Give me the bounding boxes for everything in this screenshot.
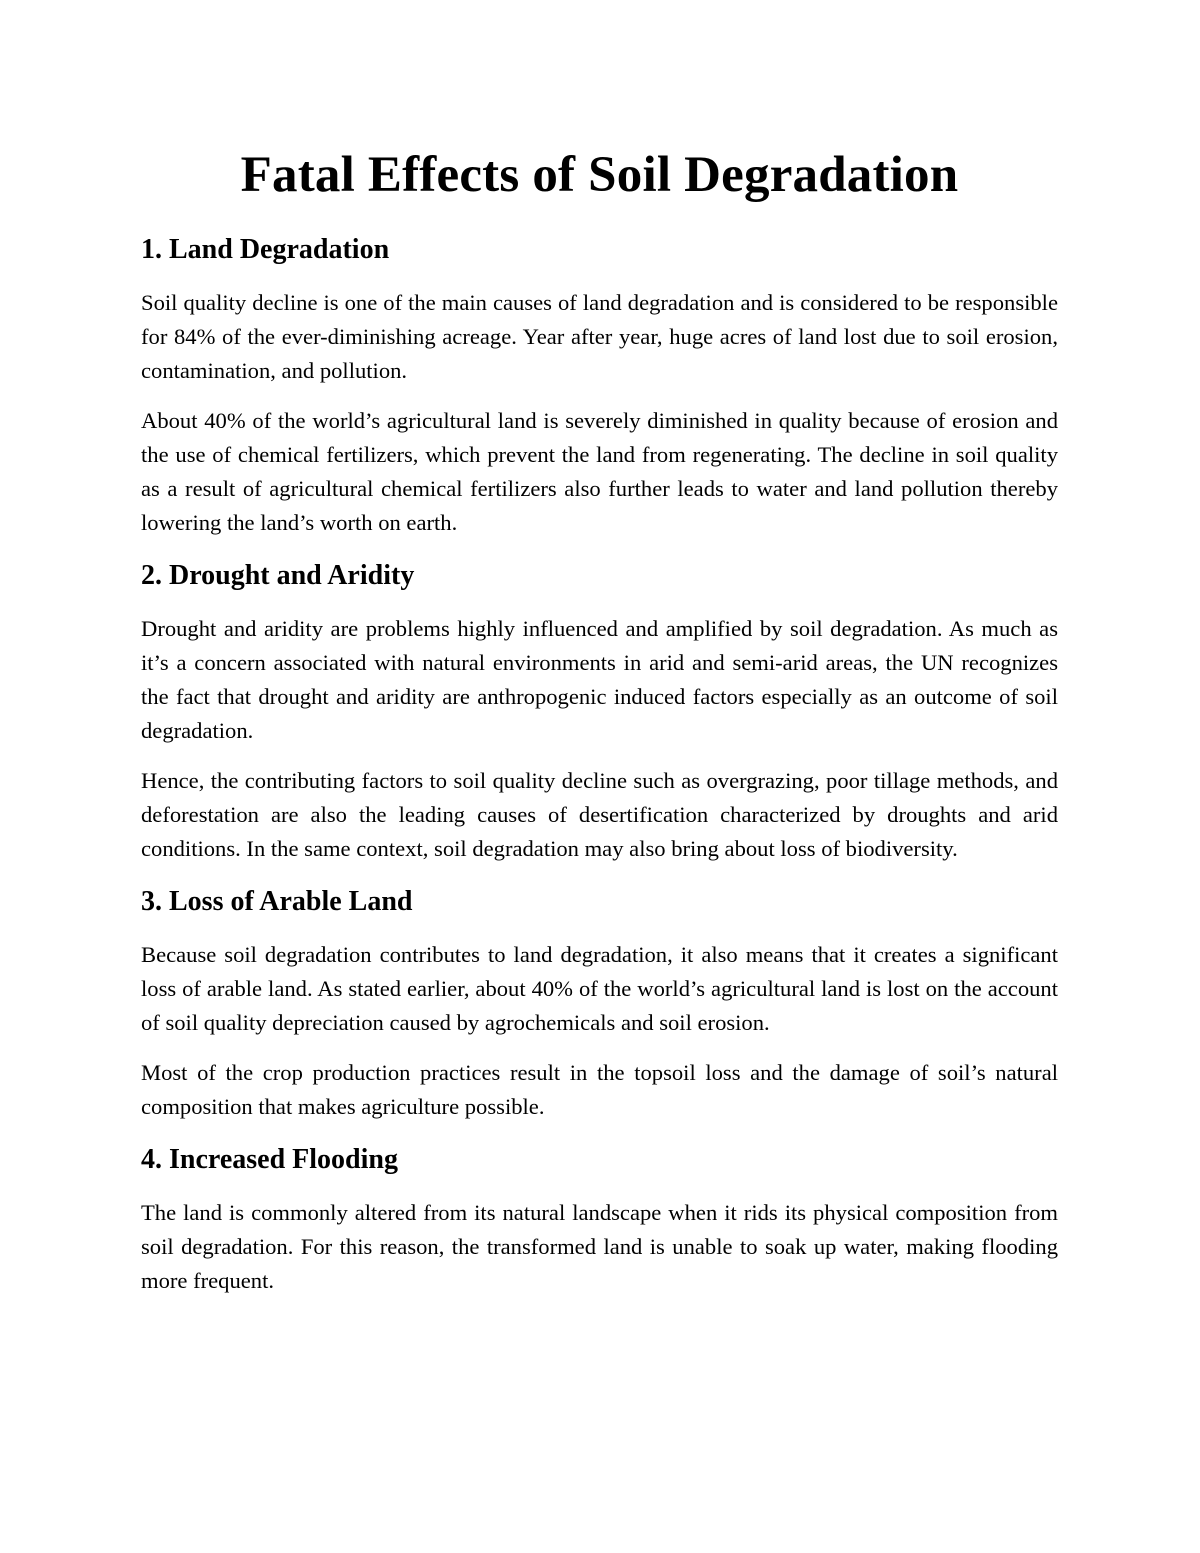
section-drought-and-aridity (141, 556, 1058, 866)
document-title: Fatal Effects of Soil Degradation (240, 147, 959, 203)
paragraph: Most of the crop production practices result in the topsoil loss and the damage of soil’s natural composition that makes agriculture possible. (141, 1060, 1058, 1119)
paragraph: Drought and aridity are problems highly influenced and amplified by soil degradation. As much as it’s a concern associated with natural environments in arid and semi-arid areas, the UN recognizes the fact that drought and aridity are anthropogenic induced factors especially as an outcome of soil degradation. (141, 616, 1058, 743)
paragraph: Because soil degradation contributes to land degradation, it also means that it creates a significant loss of arable land. As stated earlier, about 40% of the world’s agricultural land is lost on the account of soil quality depreciation caused by agrochemicals and soil erosion. (141, 942, 1058, 1035)
section-heading: 4. Increased Flooding (141, 1144, 398, 1175)
paragraph: About 40% of the world’s agricultural land is severely diminished in quality because of erosion and the use of chemical fertilizers, which prevent the land from regenerating. The decline in soil quality as a result of agricultural chemical fertilizers also further leads to water and land pollution thereby lowering the land’s worth on earth. (141, 408, 1058, 535)
paragraph: The land is commonly altered from its natural landscape when it rids its physical composition from soil degradation. For this reason, the transformed land is unable to soak up water, making flooding more frequent. (141, 1200, 1058, 1293)
section-increased-flooding (141, 1140, 1058, 1298)
document-page (141, 140, 1058, 1298)
section-land-degradation (141, 230, 1058, 540)
section-heading: 2. Drought and Aridity (141, 560, 415, 591)
section-heading: 1. Land Degradation (141, 234, 390, 265)
section-loss-of-arable-land (141, 882, 1058, 1124)
paragraph: Soil quality decline is one of the main causes of land degradation and is considered to be responsible for 84% of the ever-diminishing acreage. Year after year, huge acres of land lost due to soil erosion, contamination, and pollution. (141, 290, 1058, 383)
paragraph: Hence, the contributing factors to soil quality decline such as overgrazing, poor tillage methods, and deforestation are also the leading causes of desertification characterized by droughts and arid conditions. In the same context, soil degradation may also bring about loss of biodiversity. (141, 768, 1058, 861)
section-heading: 3. Loss of Arable Land (141, 886, 413, 917)
